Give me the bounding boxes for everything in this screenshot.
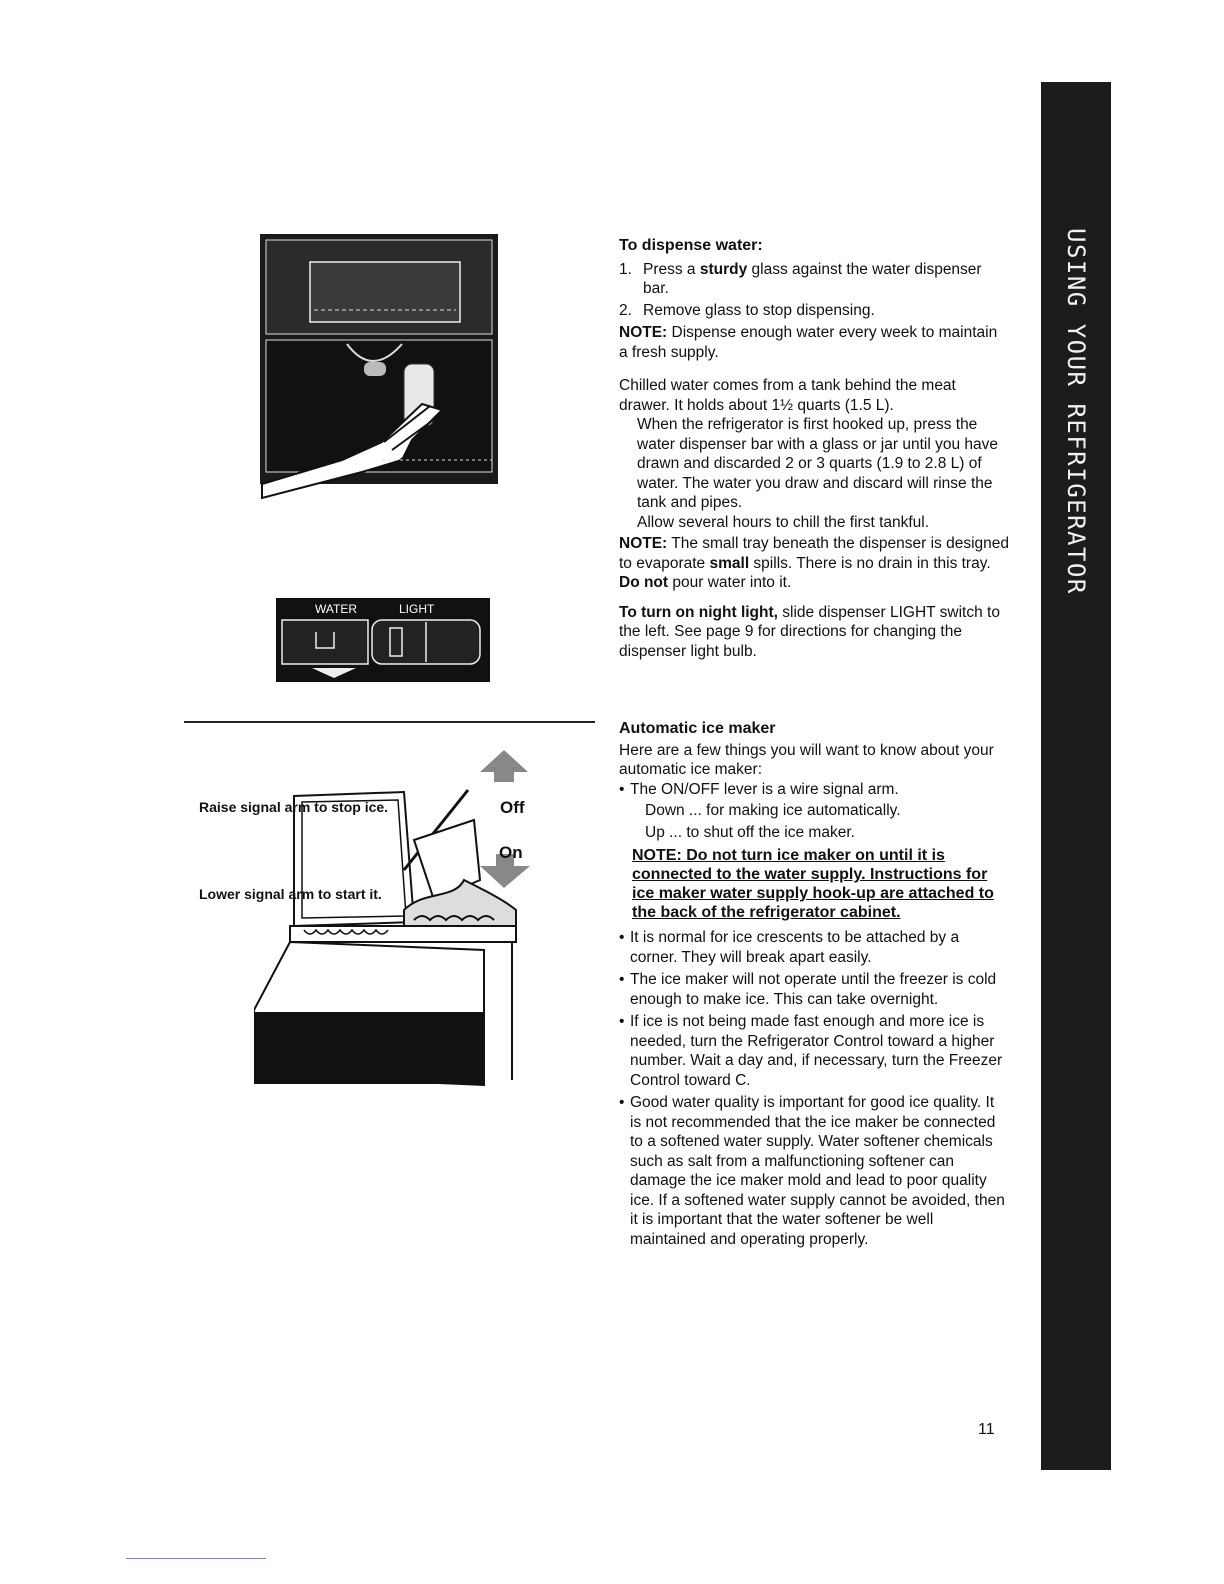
water-label: WATER <box>315 602 357 616</box>
footer-line <box>126 1558 266 1559</box>
up-instruction: Up ... to shut off the ice maker. <box>645 823 855 841</box>
dispense-water-section <box>619 236 1009 661</box>
ice-bullet-freezer: • The ice maker will not operate until the freezer is cold enough to make ice. This can take overnight. <box>619 971 997 1008</box>
raise-caption: Raise signal arm to stop ice. <box>199 799 389 815</box>
page-number: 11 <box>978 1421 995 1438</box>
ice-maker-heading: Automatic ice maker <box>619 720 776 737</box>
section-divider <box>184 721 595 723</box>
first-hookup-paragraph: When the refrigerator is first hooked up, press the water dispenser bar with a glass or jar until you have drawn and discarded 2 or 3 quarts (1.9 to 2.8 L) of water. The water you draw and discard will rinse the tank and pipes. <box>637 416 998 511</box>
tray-note: NOTE: The small tray beneath the dispenser is designed to evaporate small spills. There is no drain in this tray. Do not pour water into it. <box>619 535 1009 591</box>
dispenser-illustration <box>252 228 502 500</box>
ice-bullet-control: • If ice is not being made fast enough and more ice is needed, turn the Refrigerator Control toward a higher number. Wait a day and, if necessary, turn the Freezer Control toward C. <box>619 1013 1003 1089</box>
off-label: Off <box>500 798 525 817</box>
light-label: LIGHT <box>399 602 435 616</box>
panel-labels <box>277 600 489 620</box>
hookup-note: NOTE: Do not turn ice maker on until it is connected to the water supply. Instructions for ice maker water supply hook-up are attached to the back of the refrigerator cabinet. <box>632 847 994 921</box>
on-label: On <box>499 843 523 862</box>
step-1: 1. Press a sturdy glass against the water dispenser bar. <box>619 260 982 297</box>
lower-caption: Lower signal arm to start it. <box>199 886 382 902</box>
chilled-water-paragraph: Chilled water comes from a tank behind the meat drawer. It holds about 1½ quarts (1.5 L). <box>619 377 956 414</box>
side-tab-label: USING YOUR REFRIGERATOR <box>1062 228 1090 595</box>
ice-bullet-lever: • The ON/OFF lever is a wire signal arm. <box>619 780 899 798</box>
ice-maker-intro: Here are a few things you will want to know about your automatic ice maker: <box>619 741 994 778</box>
dispense-water-heading: To dispense water: <box>619 237 763 254</box>
ice-bullet-water-quality: • Good water quality is important for good ice quality. It is not recommended that the ice maker be connected to a softened water supply. Water softener chemicals such as salt from a malfunctioning softener can damage the ice maker mold and lead to poor quality ice. If a softened water supply cannot be avoided, then it is important that the water softener be well maintained and operating properly. <box>619 1094 1005 1248</box>
dispense-note: NOTE: Dispense enough water every week to maintain a fresh supply. <box>619 324 998 361</box>
chill-paragraph: Allow several hours to chill the first tankful. <box>637 513 930 531</box>
night-light-paragraph: To turn on night light, slide dispenser LIGHT switch to the left. See page 9 for directions for changing the dispenser light bulb. <box>619 603 1000 660</box>
ice-bullet-crescents: • It is normal for ice crescents to be attached by a corner. They will break apart easily. <box>619 929 960 966</box>
step-2: 2. Remove glass to stop dispensing. <box>619 301 875 319</box>
ice-maker-section <box>619 719 1009 1249</box>
down-instruction: Down ... for making ice automatically. <box>645 802 901 819</box>
